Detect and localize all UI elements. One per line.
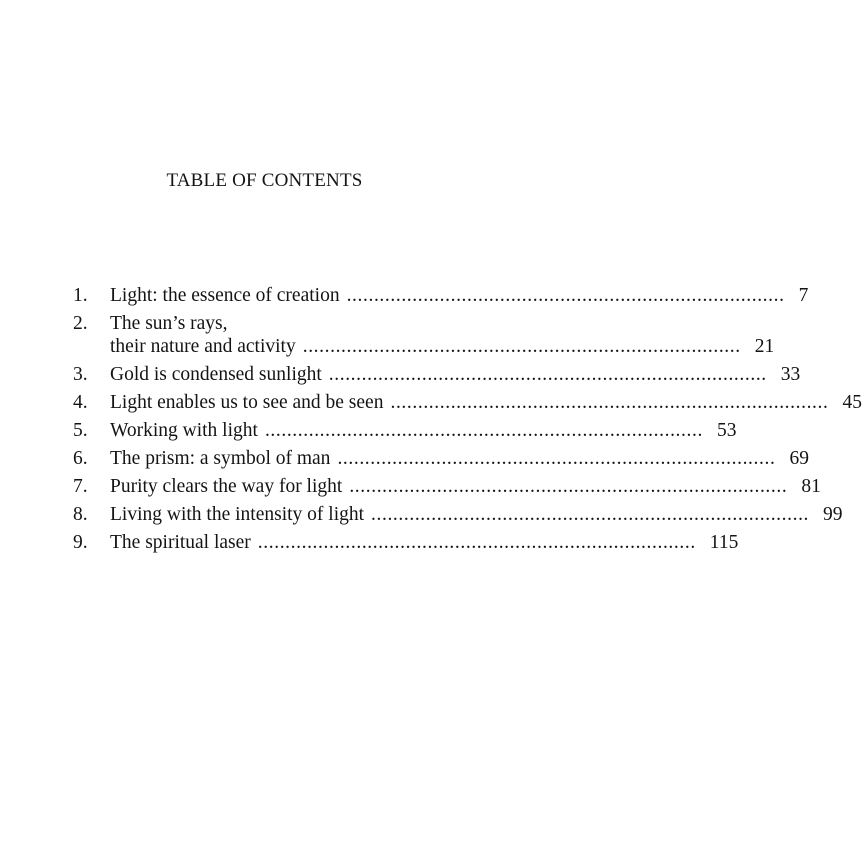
dot-leader: ................................................................................ [349,476,788,497]
dot-leader: ................................................................................ [302,336,741,357]
toc-entry-page-number: 21 [754,336,775,357]
toc-entry-number: 1. [73,285,88,306]
toc-entry-page-number: 53 [716,420,737,441]
toc-entry-page-number: 7 [798,285,809,306]
toc-entry-title: Light enables us to see and be seen [110,392,384,413]
toc-entry [73,363,801,386]
toc-entry-title: Living with the intensity of light [110,504,365,525]
page-title: TABLE OF CONTENTS [166,170,363,191]
dot-leader: ................................................................................ [390,392,829,413]
toc-entry-title: Working with light [110,420,258,441]
toc-entry-page-number: 69 [789,448,809,469]
dot-leader: ................................................................................ [257,532,696,553]
toc-entry-page-number: 81 [801,476,821,497]
toc-entry-title: The prism: a symbol of man [110,448,331,469]
toc-entry-number: 2. [73,313,88,334]
toc-entry-page-number: 99 [823,504,843,525]
toc-entry-number: 9. [73,532,88,553]
dot-leader: ................................................................................ [371,504,810,525]
toc-entry [73,391,862,414]
toc-entry [73,284,809,307]
toc-entry-title: Light: the essence of creation [110,285,340,306]
dot-leader: ................................................................................ [264,420,703,441]
toc-entry [73,531,739,554]
toc-entry-page-number: 115 [709,532,739,553]
toc-entry-title: The spiritual laser [110,532,251,553]
toc-entry [73,312,775,358]
toc-entry [73,503,843,526]
dot-leader: ................................................................................ [337,448,776,469]
toc-entry [73,419,737,442]
table-of-contents [73,284,862,559]
toc-entry [73,475,821,498]
toc-entry [73,447,809,470]
toc-entry-title: Purity clears the way for light [110,476,343,497]
dot-leader: ................................................................................ [346,285,785,306]
toc-entry-title: Gold is condensed sunlight [110,364,322,385]
toc-entry-page-number: 45 [842,392,862,413]
toc-entry-page-number: 33 [780,364,801,385]
dot-leader: ................................................................................ [328,364,767,385]
toc-entry-number: 5. [73,420,88,441]
toc-entry-number: 6. [73,448,88,469]
toc-entry-number: 3. [73,364,88,385]
toc-entry-number: 4. [73,392,88,413]
toc-entry-title: The sun’s rays, [110,313,228,334]
toc-entry-title: their nature and activity [110,336,296,357]
toc-entry-number: 7. [73,476,88,497]
toc-entry-number: 8. [73,504,88,525]
